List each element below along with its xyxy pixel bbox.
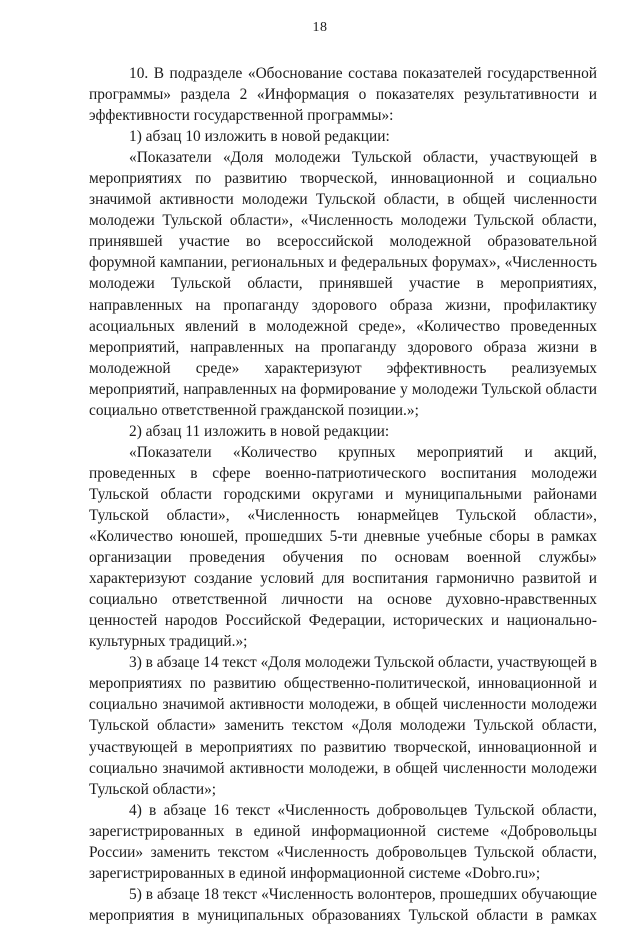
paragraph-subitem-2: 2) абзац 11 изложить в новой редакции:	[129, 422, 390, 440]
paragraph-quote-indicators-youth: «Показатели «Доля молодежи Тульской области, участвующей в мероприятиях по развитию творческой, инновационной и социально значимой активности молодежи Тульской области, в общей численности молодежи Тульской области», «Численность молодежи Тульской области, принявшей участие во всероссийской молодежной образовательной форумной кампании, региональных и федеральных форумах», «Численность молодежи Тульской области, принявшей участие в мероприятиях, направленных на пропаганду здорового образа жизни, профилактику асоциальных явлений в молодежной среде», «Количество проведенных мероприятий, направленных на пропаганду здорового образа жизни в молодежной среде» характеризуют эффективность реализуемых мероприятий, направленных на формирование у молодежи Тульской области социально ответственной гражданской позиции.»;	[89, 149, 597, 419]
paragraph-item-10: 10. В подразделе «Обоснование состава показателей государственной программы» раздела 2 «Информация о показателях результативности и эффективности государственной программы»:	[89, 65, 597, 125]
paragraph-subitem-3: 3) в абзаце 14 текст «Доля молодежи Тульской области, участвующей в мероприятиях по развитию общественно-политической, инновационной и социально значимой активности молодежи, в общей численности молодежи Тульской области» заменить текстом «Доля молодежи Тульской области, участвующей в мероприятиях по развитию творческой, инновационной и социально значимой активности молодежи, в общей численности молодежи Тульской области»;	[89, 654, 597, 798]
page-number: 18	[312, 20, 328, 35]
paragraph-subitem-5: 5) в абзаце 18 текст «Численность волонтеров, прошедших обучающие мероприятия в муниципальных образованиях Тульской области в рамках	[89, 885, 597, 924]
paragraph-quote-indicators-military: «Показатели «Количество крупных мероприятий и акций, проведенных в сфере военно-патриотического воспитания молодежи Тульской области городскими округами и муниципальными районами Тульской области», «Численность юнармейцев Тульской области», «Количество юношей, прошедших 5-ти дневные учебные сборы в рамках организации проведения обучения по основам военной службы» характеризуют создание условий для воспитания гармонично развитой и социально ответственной личности на основе духовно-нравственных ценностей народов Российской Федерации, исторических и национально-культурных традиций.»;	[89, 443, 597, 651]
paragraph-subitem-1: 1) абзац 10 изложить в новой редакции:	[129, 128, 390, 146]
document-body	[89, 63, 597, 926]
paragraph-subitem-4: 4) в абзаце 16 текст «Численность добровольцев Тульской области, зарегистрированных в единой информационной системе «Добровольцы России» заменить текстом «Численность добровольцев Тульской области, зарегистрированных в единой информационной системе «Dobro.ru»;	[89, 801, 597, 882]
